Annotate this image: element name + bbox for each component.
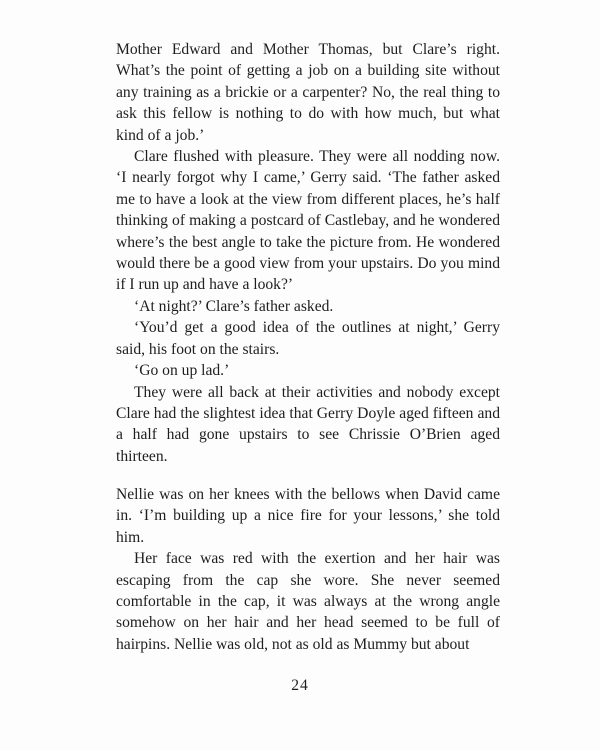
paragraph: ‘At night?’ Clare’s father asked.	[134, 297, 334, 315]
section-one	[116, 39, 500, 467]
page-number: 24	[291, 677, 309, 694]
paragraph: Nellie was on her knees with the bellows when David came in. ‘I’m building up a nice fire for your lessons,’ she told him.	[116, 486, 500, 546]
paragraph: Mother Edward and Mother Thomas, but Clare’s right. What’s the point of getting a job on a building site without any training as a brickie or a carpenter? No, the real thing to ask this fellow is nothing to do with how much, but what kind of a job.’	[116, 41, 500, 144]
paragraph: ‘Go on up lad.’	[134, 362, 230, 380]
paragraph: Clare flushed with pleasure. They were all nodding now. ‘I nearly forgot why I came,’ Gerry said. ‘The father asked me to have a look at the view from different places, he’s half thinking of making a postcard of Castlebay, and he wondered where’s the best angle to take the picture from. He wondered would there be a good view from your upstairs. Do you mind if I run up and have a look?’	[116, 148, 500, 294]
paragraph: They were all back at their activities and nobody except Clare had the slightest idea that Gerry Doyle aged fifteen and a half had gone upstairs to see Chrissie O’Brien aged thirteen.	[116, 383, 500, 465]
paragraph: Her face was red with the exertion and her hair was escaping from the cap she wore. She never seemed comfortable in the cap, it was always at the wrong angle somehow on her hair and her head seemed to be full of hairpins. Nellie was old, not as old as Mummy but about	[116, 550, 500, 653]
paragraph: ‘You’d get a good idea of the outlines at night,’ Gerry said, his foot on the stairs.	[116, 319, 500, 358]
section-two	[116, 484, 500, 655]
